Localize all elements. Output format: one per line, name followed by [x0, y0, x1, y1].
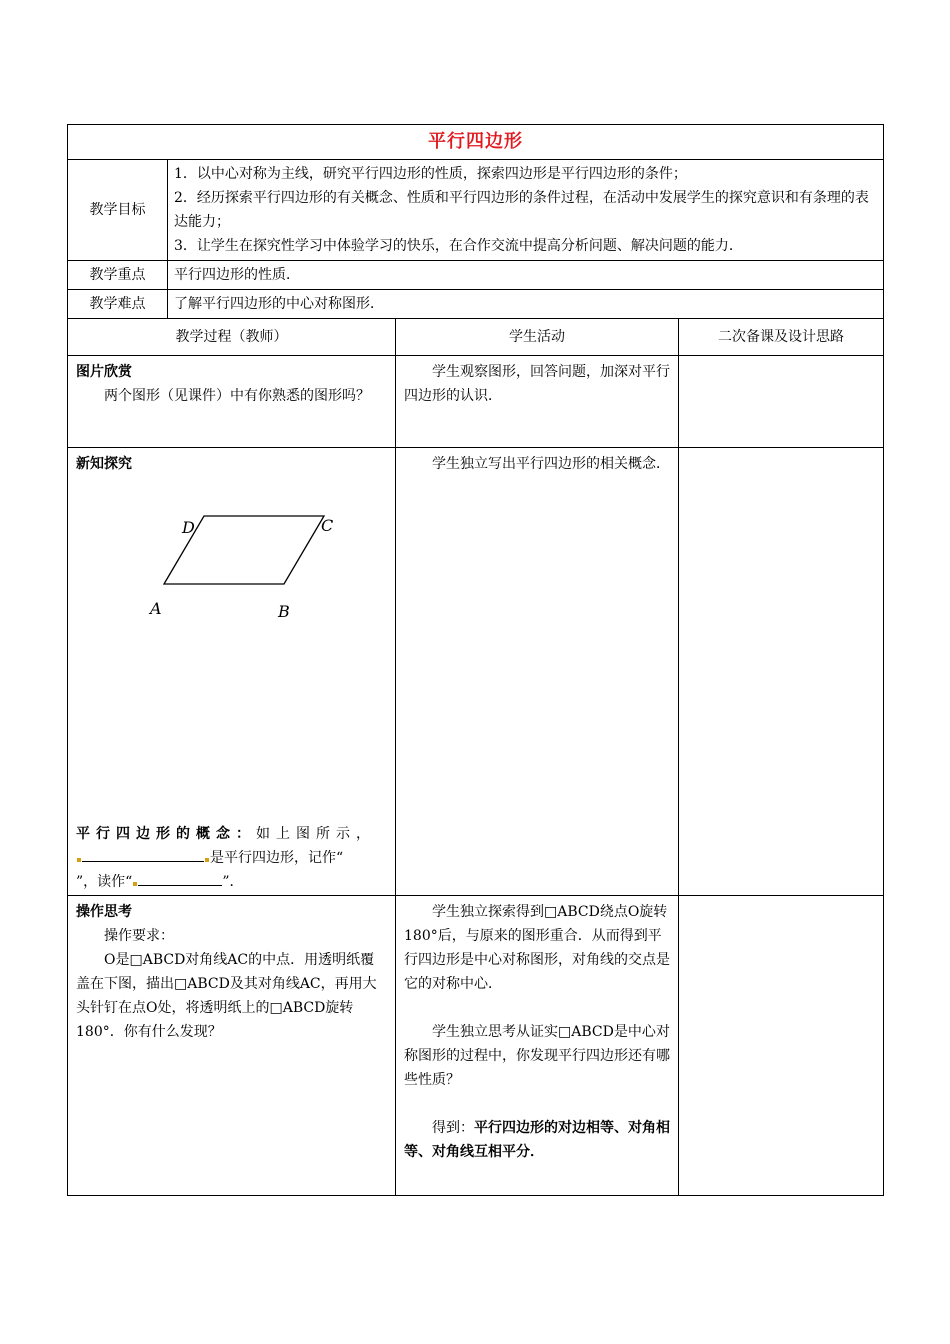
section3-student-text-2: 学生独立思考从证实□ABCD是中心对称图形的过程中，你发现平行四边形还有哪些性质？: [404, 1024, 670, 1088]
concept-label: 平行四边形的概念：: [76, 826, 256, 842]
section3-notes: [679, 896, 884, 1196]
section3-student-text-3-prefix: 得到：: [432, 1120, 474, 1136]
section1-teacher-text: 两个图形（见课件）中有你熟悉的图形吗？: [104, 388, 370, 404]
title-cell: [68, 125, 884, 160]
goal-item-2: 2．经历探索平行四边形的有关概念、性质和平行四边形的条件过程，在活动中发展学生的探究意识和有条理的表达能力；: [174, 190, 869, 230]
page-title: 平行四边形: [428, 130, 523, 152]
section2-heading: 新知探究: [76, 456, 132, 472]
vertex-label-c: C: [321, 516, 334, 535]
concept-text-4: ”．: [222, 874, 244, 890]
concept-text: 如上图所示，: [256, 826, 376, 842]
concept-blank-2[interactable]: [138, 871, 222, 886]
section1-notes: [679, 356, 884, 448]
goals-label: 教学目标: [68, 160, 168, 261]
section3-student-text-1: 学生独立探索得到□ABCD绕点O旋转180°后，与原来的图形重合．从而得到平行四边形是中心对称图形，对角线的交点是它的对称中心．: [404, 904, 670, 992]
goal-item-3: 3．让学生在探究性学习中体验学习的快乐，在合作交流中提高分析问题、解决问题的能力．: [174, 238, 743, 254]
section3-heading: 操作思考: [76, 904, 132, 920]
difficulty-text: 了解平行四边形的中心对称图形．: [168, 290, 884, 319]
concept-blank-1[interactable]: [82, 847, 204, 862]
column-header-notes: 二次备课及设计思路: [679, 319, 884, 356]
section2-student-text: 学生独立写出平行四边形的相关概念．: [432, 456, 670, 472]
goal-item-1: 1．以中心对称为主线，研究平行四边形的性质，探索四边形是平行四边形的条件；: [174, 166, 687, 182]
section1-student: [396, 356, 679, 448]
vertex-label-d: D: [182, 518, 195, 537]
section3-student-text-3: 平行四边形的对边相等、对角相等、对角线互相平分．: [404, 1120, 670, 1160]
section2-student: [396, 448, 679, 896]
section3-teacher-text: O是□ABCD对角线AC的中点．用透明纸覆盖在下图，描出□ABCD及其对角线AC，再用大头针钉在点O处，将透明纸上的□ABCD旋转180°．你有什么发现？: [76, 952, 377, 1040]
goals-content: [168, 160, 884, 261]
section3-requirement: 操作要求：: [104, 928, 174, 944]
vertex-label-b: B: [278, 602, 290, 621]
key-point-text: 平行四边形的性质．: [168, 261, 884, 290]
section1-student-text: 学生观察图形，回答问题，加深对平行四边形的认识．: [404, 364, 670, 404]
column-header-teacher: 教学过程（教师）: [68, 319, 396, 356]
concept-text-3: ”，读作“: [76, 874, 133, 890]
key-point-label: 教学重点: [68, 261, 168, 290]
concept-text-2: 是平行四边形，记作“: [210, 850, 344, 866]
difficulty-label: 教学难点: [68, 290, 168, 319]
concept-block: [76, 822, 387, 894]
section2-notes: [679, 448, 884, 896]
section3-student: [396, 896, 679, 1196]
lesson-plan-table: [67, 124, 884, 1196]
section1-teacher: [68, 356, 396, 448]
section2-teacher: [68, 448, 396, 896]
section3-teacher: [68, 896, 396, 1196]
parallelogram-figure: [142, 508, 342, 628]
column-header-student: 学生活动: [396, 319, 679, 356]
section1-heading: 图片欣赏: [76, 364, 132, 380]
vertex-label-a: A: [150, 599, 162, 618]
